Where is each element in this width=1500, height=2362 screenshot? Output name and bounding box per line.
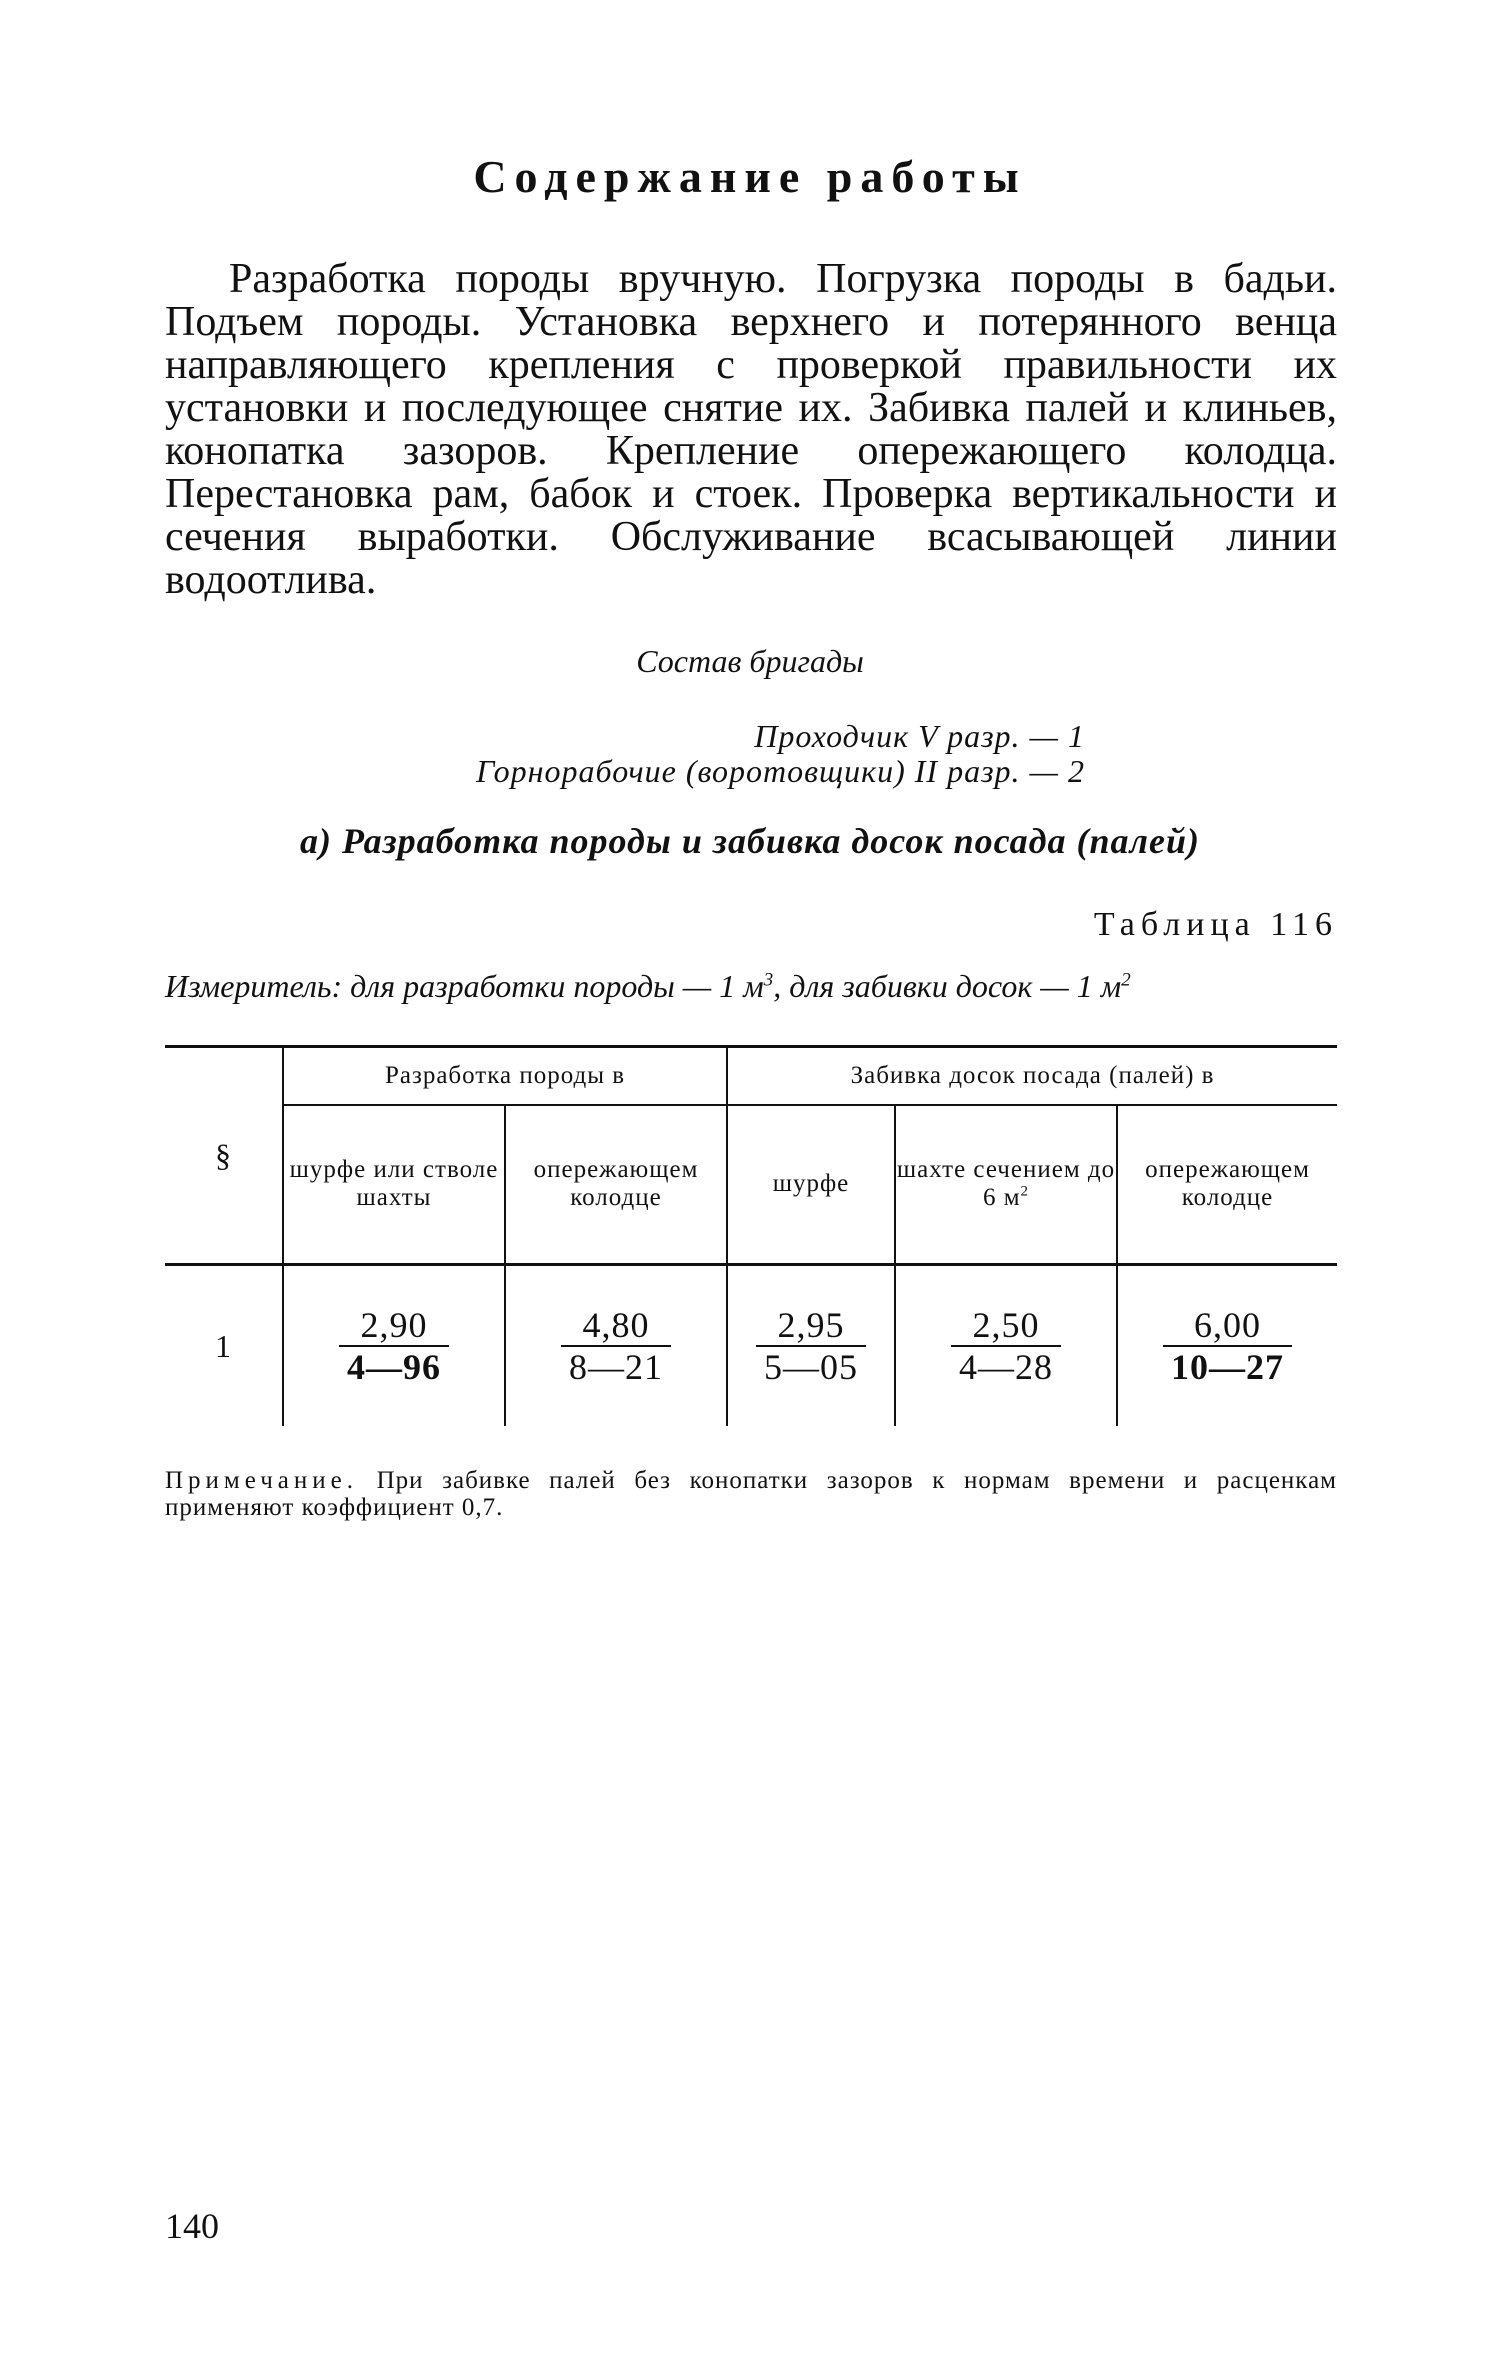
section-title: Содержание работы xyxy=(473,151,1027,202)
norm-value: 2,90 xyxy=(339,1305,449,1347)
norm-value: 4,80 xyxy=(561,1305,671,1347)
section-number: 1 xyxy=(215,1327,232,1364)
table-subheader-shaft: шурфе или стволе шахты xyxy=(283,1105,505,1265)
cell-pit xyxy=(727,1265,895,1427)
price-value: 10—27 xyxy=(1171,1347,1285,1387)
subheader-mine-text: шахте сечением до 6 м xyxy=(896,1156,1116,1212)
measure-unit-line xyxy=(165,970,1337,1002)
measure-middle: , для забивки досок — 1 м xyxy=(773,968,1122,1004)
norm-value: 6,00 xyxy=(1163,1305,1292,1347)
table-header-group-excavation: Разработка породы в xyxy=(283,1047,727,1105)
cell-mine-section xyxy=(895,1265,1117,1427)
table-note xyxy=(165,1467,1337,1521)
table-subheader-advance-well: опережающем колодце xyxy=(505,1105,727,1265)
page-number: 140 xyxy=(165,2206,219,2246)
measure-prefix: Измеритель: для разработки породы — 1 м xyxy=(165,968,764,1004)
brigade-line-workers: Горнорабочие (воротовщики) II разр. — 2 xyxy=(476,753,1085,789)
brigade-title: Состав бригады xyxy=(636,643,864,679)
table-row xyxy=(165,1265,1337,1427)
price-value: 4—96 xyxy=(347,1347,441,1387)
cell-advance-well xyxy=(505,1265,727,1427)
table-subheader-mine-section xyxy=(895,1105,1117,1265)
subsection-title: а) Разработка породы и забивка досок посада (палей) xyxy=(300,821,1200,861)
norm-value: 2,95 xyxy=(756,1305,866,1347)
brigade-line-miner: Проходчик V разр. — 1 xyxy=(754,718,1085,754)
fraction xyxy=(951,1305,1061,1387)
subheader-mine-sup: 2 xyxy=(1020,1183,1030,1200)
price-value: 5—05 xyxy=(764,1347,859,1387)
norm-value: 2,50 xyxy=(951,1305,1061,1347)
note-label: Примечание. xyxy=(165,1467,359,1494)
row-section-number xyxy=(165,1265,283,1427)
price-value: 4—28 xyxy=(959,1347,1054,1387)
measure-sup-square: 2 xyxy=(1121,969,1131,991)
table-caption: Таблица 116 xyxy=(1093,906,1338,943)
fraction xyxy=(1163,1305,1292,1387)
table-subheader-advance-well-2: опережающем колодце xyxy=(1117,1105,1337,1265)
table-header-group-boards: Забивка досок посада (палей) в xyxy=(727,1047,1337,1105)
note-text: При забивке палей без конопатки зазоров к нормам времени и расценкам применяют коэффициент 0,7. xyxy=(165,1467,1337,1521)
fraction xyxy=(756,1305,866,1387)
norms-table-wrapper xyxy=(165,1045,1337,1426)
work-description-paragraph: Разработка породы вручную. Погрузка породы в бадьи. Подъем породы. Установка верхнего и потерянного венца направляющего крепления с проверкой правильности их установки и последующее снятие их. Забивка палей и клиньев, конопатка зазоров. Крепление опережающего колодца. Перестановка рам, бабок и стоек. Проверка вертикальности и сечения выработки. Обслуживание всасывающей линии водоотлива. xyxy=(165,256,1337,603)
norms-table xyxy=(165,1045,1337,1426)
cell-advance-well-2 xyxy=(1117,1265,1337,1427)
table-subheader-pit: шурфе xyxy=(727,1105,895,1265)
measure-sup-cubic: 3 xyxy=(763,969,774,991)
table-header-section xyxy=(165,1047,283,1265)
fraction xyxy=(339,1305,449,1387)
fraction xyxy=(561,1305,671,1387)
price-value: 8—21 xyxy=(569,1347,663,1387)
cell-shaft xyxy=(283,1265,505,1427)
section-sign: § xyxy=(215,1137,232,1173)
